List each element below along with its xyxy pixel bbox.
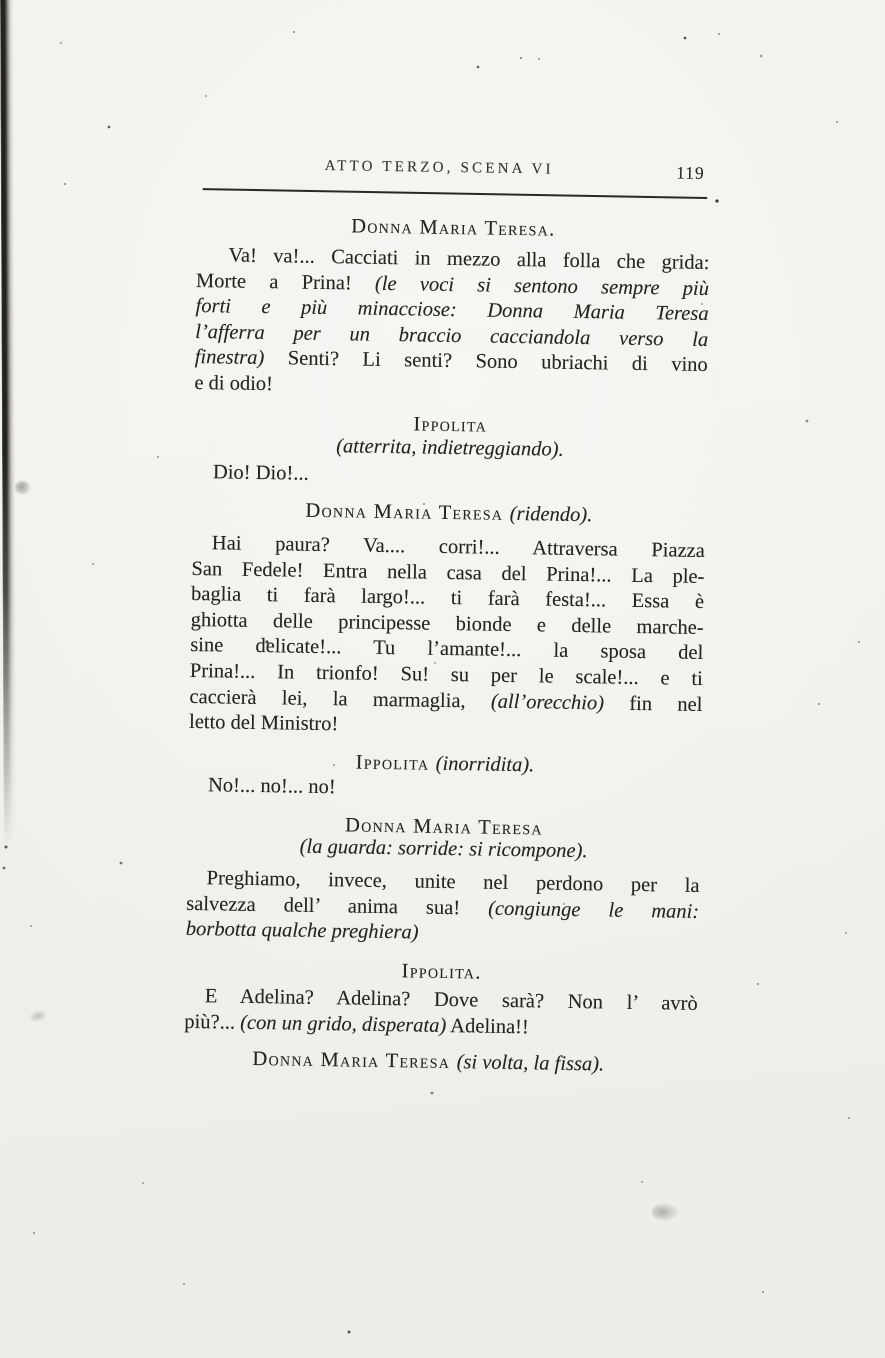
text-line: Morte a Prina! (le voci si sentono sempre più (195, 269, 710, 300)
dialogue-paragraph (194, 243, 709, 405)
dialogue-paragraph (184, 984, 698, 1043)
text-line: Prina!... In trionfo! Su! su per le scale!... e ti (189, 659, 704, 690)
page-number: 119 (676, 162, 705, 183)
text-line: più?... (con un grido, disperata) Adelina!! (184, 1010, 529, 1038)
text-line: l’afferra per un braccio cacciandola verso la (195, 320, 709, 351)
text-line: Hai paura? Va.... corri!... Attraversa Piazza (211, 532, 706, 563)
scan-noise (0, 0, 2, 2)
text-line: San Fedele! Entra nella casa del Prina!... La ple- (191, 557, 705, 588)
speaker-name: Donna Maria Teresa (252, 1047, 457, 1074)
text-line: No!... no!... no! (207, 774, 336, 799)
dialogue-paragraph (186, 866, 700, 951)
text-line: Preghiamo, invece, unite nel perdono per la (206, 867, 700, 897)
text-line: borbotta qualche preghiera) (185, 918, 419, 944)
speaker-heading (185, 956, 698, 988)
speaker-name: Ippolita (413, 413, 488, 437)
text-line: salvezza dell’ anima sua! (congiunge le mani: (186, 892, 700, 923)
text-line: e di odio! (194, 371, 274, 396)
speaker-name: Ippolita. (401, 960, 482, 984)
running-header: ATTO TERZO, SCENA VI (324, 157, 554, 178)
text-line: E Adelina? Adelina? Dove sarà? Non l’ avrò (204, 985, 698, 1015)
text-line: finestra) Senti? Li senti? Sono ubriachi di vino (194, 346, 708, 377)
text-line: forti e più minacciose: Donna Maria Teresa (195, 295, 709, 326)
speaker-heading (197, 212, 710, 244)
text-line: Va! va!... Cacciati in mezzo alla folla che grida: (228, 244, 710, 275)
dialogue-paragraph (189, 531, 705, 744)
ink-smudge (27, 1008, 49, 1025)
text-line: caccierà lei, la marmaglia, (all’orecchio) fin nel (189, 685, 703, 716)
ink-smudge (652, 1203, 678, 1221)
speaker-name: Donna Maria Teresa (305, 499, 510, 525)
stage-direction: (inorridita). (435, 752, 535, 777)
text-line: ghiotta delle principesse bionde e delle marche- (190, 608, 704, 639)
ink-smudge (15, 481, 30, 494)
dialogue-paragraph (193, 460, 706, 494)
binding-shadow (0, 0, 17, 874)
speaker-name: Ippolita (355, 751, 436, 775)
speaker-name: Donna Maria Teresa. (351, 215, 556, 241)
speaker-heading (192, 497, 705, 529)
stage-direction: (atterrita, indietreggiando). (335, 435, 564, 461)
speaker-name: Donna Maria Teresa (344, 814, 544, 840)
text-line: baglia ti farà largo!... ti farà festa!... Essa è (190, 583, 705, 614)
text-line: sine delicate!... Tu l’amante!... la sposa del (190, 634, 704, 665)
stage-direction: (si volta, la fissa). (456, 1051, 605, 1076)
stage-direction: (la guarda: sorride: si ricompone). (299, 835, 588, 863)
text-line: letto del Ministro! (188, 711, 339, 736)
speaker-heading (172, 1046, 685, 1078)
header-rule (202, 188, 707, 199)
stage-direction: (ridendo). (509, 502, 593, 527)
text-column (182, 155, 711, 1163)
text-line: Dio! Dio!... (212, 461, 309, 485)
